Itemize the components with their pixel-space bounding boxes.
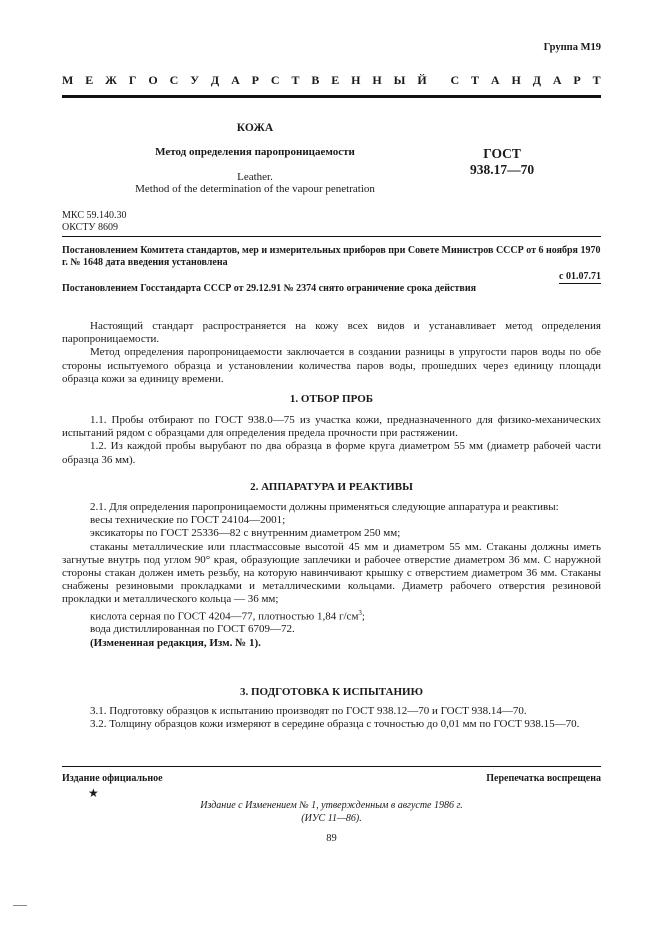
banner-letter: С (270, 73, 280, 87)
okstu-code: ОКСТУ 8609 (62, 222, 119, 233)
banner-letter: Е (331, 73, 340, 87)
item-4-end: ; (361, 610, 365, 623)
group-label: Группа М19 (543, 42, 601, 53)
section-2 (62, 501, 601, 650)
edition-note-line-2: (ИУС 11—86). (301, 813, 362, 824)
banner-letter: Й (417, 73, 427, 87)
equipment-item-1: весы технические по ГОСТ 24104—2001; (90, 514, 286, 527)
banner-letter: Ы (393, 73, 406, 87)
decree-text-2: Постановлением Госстандарта СССР от 29.12.91 № 2374 снято ограничение срока действия (62, 283, 476, 294)
effective-date: с 01.07.71 (559, 271, 601, 282)
equipment-item-3: стаканы металлические или пластмассовые высотой 45 мм и диаметром 55 мм. Стаканы должны иметь загнутые внутрь под углом 90° края, образующие заплечики и рабочее отверстие диаметром 36 мм. С наружной стороны стакан должен иметь резьбу, на которую навинчивают крышку с отверстием диаметром 36 мм. Стаканы снабжены резиновыми прокладками и металлическими кольцами. Диаметр рабочего отверстия резиновой прокладки и металлического кольца — 36 мм; (62, 540, 601, 606)
banner-letter: Р (251, 73, 259, 87)
mks-code: МКС 59.140.30 (62, 210, 127, 221)
banner-letter: Н (351, 73, 361, 87)
banner-letter: С (450, 73, 460, 87)
star-icon: ★ (88, 786, 99, 800)
clause-3-2: 3.2. Толщину образцов кожи измеряют в середине образца с точностью до 0,01 мм по ГОСТ 938.15—70. (90, 718, 580, 731)
equipment-item-4 (62, 607, 601, 624)
banner-letter: Д (532, 73, 541, 87)
edition-note-line-1: Издание с Изменением № 1, утвержденным в августе 1986 г. (200, 800, 463, 811)
banner-letter: С (169, 73, 179, 87)
banner-letter: Т (291, 73, 300, 87)
banner-letter: М (62, 73, 74, 87)
corner-mark (13, 905, 27, 906)
top-rule (62, 95, 601, 98)
banner-letter: В (311, 73, 320, 87)
footer-rule (62, 766, 601, 767)
banner-letter: А (231, 73, 240, 87)
clause-1-1: 1.1. Пробы отбирают по ГОСТ 938.0—75 из участка кожи, предназначенного для физико-механических испытаний рядом с образцами для определения предела прочности при растяжении. (62, 414, 601, 440)
equipment-item-2: эксикаторы по ГОСТ 25336—82 с внутренним диаметром 250 мм; (90, 527, 401, 540)
intro-paragraph-2: Метод определения паропроницаемости заключается в создании разницы в упругости паров воды по обе стороны испытуемого образца и установлении количества паров воды, прошедших через единицу площади образца кожи за единицу времени. (62, 346, 601, 385)
intro-section (62, 320, 601, 386)
banner-letter: Ж (105, 73, 117, 87)
amendment-note: (Измененная редакция, Изм. № 1). (90, 636, 261, 649)
banner-letter: О (148, 73, 158, 87)
banner-letter: Д (210, 73, 220, 87)
doc-title: Метод определения паропроницаемости (155, 146, 355, 158)
doc-title-en-1: Leather. (237, 171, 273, 183)
clause-2-1: 2.1. Для определения паропроницаемости должны применяться следующие аппаратура и реактивы: (90, 501, 559, 513)
section-1-heading: 1. ОТБОР ПРОБ (289, 393, 374, 405)
equipment-item-5: вода дистиллированная по ГОСТ 6709—72. (90, 623, 295, 636)
middle-rule (62, 236, 601, 237)
banner-letter: Р (573, 73, 581, 87)
classification-codes (62, 210, 126, 234)
official-edition: Издание официальное (62, 773, 163, 784)
clause-1-2: 1.2. Из каждой пробы вырубают по два образца в форме круга диаметром 55 мм (диаметр рабочей части образца 36 мм). (62, 440, 601, 466)
banner-letter: Т (592, 73, 601, 87)
doc-title-en-2: Method of the determination of the vapour penetration (135, 183, 375, 195)
decree-text: Постановлением Комитета стандартов, мер и измерительных приборов при Совете Министров СССР от 6 ноября 1970 г. № 1648 дата введения установлена (62, 245, 601, 268)
banner-letter: А (490, 73, 500, 87)
banner-letter: Т (471, 73, 480, 87)
section-3-heading: 3. ПОДГОТОВКА К ИСПЫТАНИЮ (240, 686, 423, 698)
doc-subject: КОЖА (236, 122, 274, 134)
banner-letter: Г (128, 73, 137, 87)
standard-banner (62, 73, 601, 88)
section-1 (62, 414, 601, 467)
banner-letter: А (552, 73, 562, 87)
gost-code-label: ГОСТ (483, 146, 521, 161)
cube-superscript: 3 (358, 608, 362, 617)
banner-letter: У (190, 73, 200, 87)
section-2-heading: 2. АППАРАТУРА И РЕАКТИВЫ (250, 481, 413, 493)
edition-note (62, 799, 601, 825)
intro-paragraph-1: Настоящий стандарт распространяется на кожу всех видов и устанавливает метод определения паропроницаемости. (62, 320, 601, 346)
clause-3-1: 3.1. Подготовку образцов к испытанию производят по ГОСТ 938.12—70 и ГОСТ 938.14—70. (90, 705, 527, 717)
banner-letter: Н (511, 73, 521, 87)
gost-code-number: 938.17—70 (470, 162, 535, 177)
page-number: 89 (326, 833, 337, 844)
gost-code (470, 146, 534, 178)
reprint-prohibited: Перепечатка воспрещена (486, 773, 601, 784)
sulfuric-acid-text: кислота серная по ГОСТ 4204—77, плотностью 1,84 г/см (90, 610, 359, 623)
title-block (110, 122, 400, 195)
banner-letter: Е (85, 73, 94, 87)
section-3 (62, 705, 601, 731)
banner-letter: Н (372, 73, 382, 87)
